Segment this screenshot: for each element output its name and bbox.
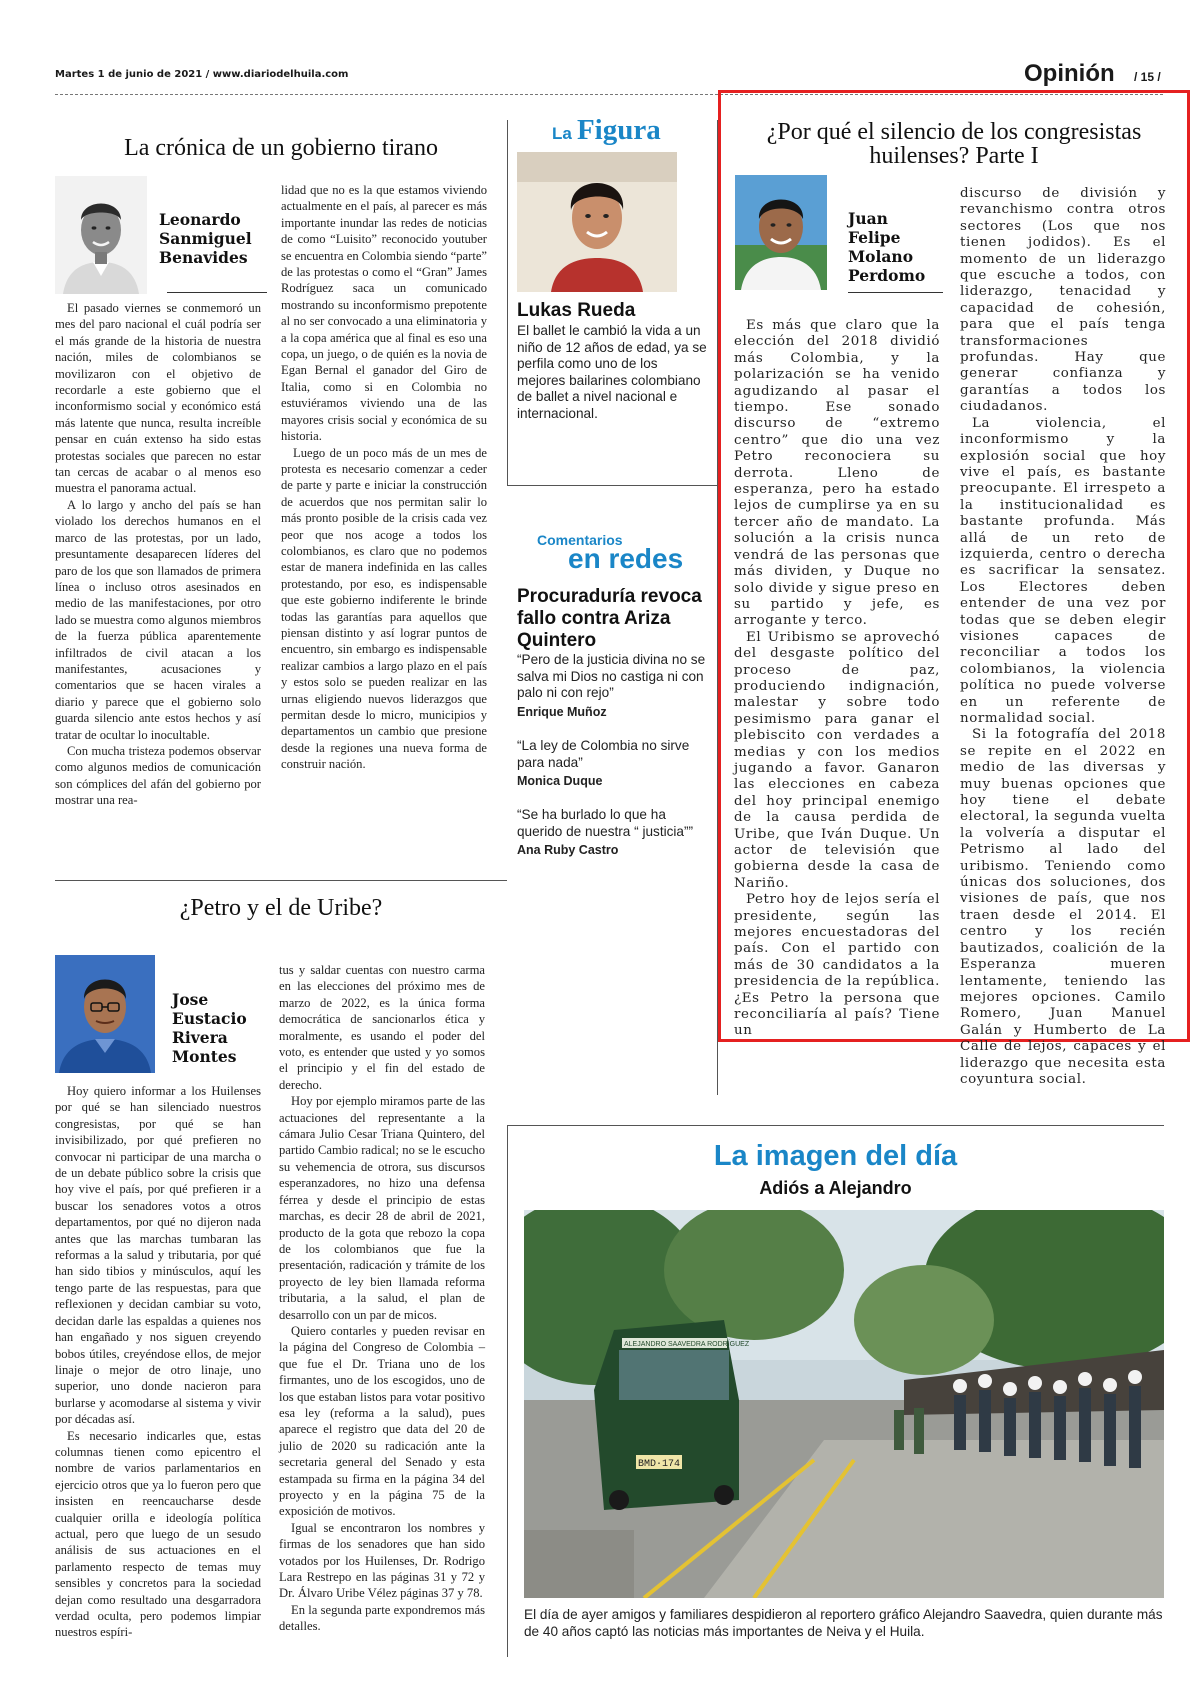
paragraph: Luego de un poco más de un mes de protesta es necesario comenzar a ceder de parte y parte e iniciar la construcción de acuerdos que nos permitan salir lo más pronto posible de la crisis cada vez peor que nos acoge a todos los colombianos, es claro que no podemos estar de manera indefinida en las calles protestando, por eso, es indispensable que este gobierno indiferente le brinde todas las garantías para aquellos que piensan distinto y así lograr puntos de encuentro, sin embargo es indispensable realizar cambios a largo plazo en el país y estos solo se pueden realizar en las urnas eligiendo nuevos liderazgos que permitan desde lo micro, municipios y departamentos un cambio que presione desde la regiones una nueva forma de construir nación. xyxy=(281,445,487,772)
redes-heading-small: Comentarios xyxy=(537,532,623,548)
comment-author: Ana Ruby Castro xyxy=(517,843,619,857)
redes-heading-big: en redes xyxy=(568,543,684,574)
article3-column-2 xyxy=(960,186,1166,1088)
section-title: Opinión xyxy=(1024,60,1115,87)
comment-author: Monica Duque xyxy=(517,774,603,788)
figura-heading xyxy=(552,114,661,147)
paragraph: Es más que claro que la elección del 2018 dividió más Colombia, y la polarización se ha venido agudizando al pasar el tiempo. Ese sonado discurso de “extremo centro” que dio una vez Petro reconociera su derrota. Lleno de esperanza, pero ha estado lejos de cumplirse ya en su tercer año de mandato. La solución a la crisis nunca vendrá de las personas que más dividen, y Duque no solo divide y sigue preso en su partido y jefe, es arrogante y terco. xyxy=(734,318,940,629)
article2-column-2 xyxy=(279,962,485,1635)
article2-column-1 xyxy=(55,1083,261,1641)
paragraph: Igual se encontraron los nombres y firmas de los senadores que han sido votados por los Huilenses, Dr. Rodrigo Lara Restrepo en las páginas 31 y 72 y Dr. Álvaro Uribe Vélez páginas 37 y 78. xyxy=(279,1520,485,1601)
author-underline xyxy=(167,292,267,293)
paragraph: discurso de división y revanchismo contra otros sectores (Los que nos tienen jodidos). Es el momento de un liderazgo que escuche a todos, con liderazgo, tenacidad y capacidad de cohesión, para que el país tenga transformaciones profundas. Hay que generar confianza y garantías a todos los ciudadanos. xyxy=(960,186,1166,415)
header-date-site: Martes 1 de junio de 2021 / www.diariodelhuila.com xyxy=(55,69,349,80)
paragraph: Hoy por ejemplo miramos parte de las actuaciones del representante a la cámara Julio Cesar Triana Quintero, del partido Cambio radical; no se le escucho su vehemencia de otrora, sus discursos esperanzadores, no hizo una defensa férrea y desde el principio de estas marchas, es decir 28 de abril de 2021, producto de la gota que rebozo la copa de los colombianos que fue la presentación, radicación y trámite de los proyecto de ley bien llamada reforma tributaria, a la salud, el plan de desarrollo con un par de micos. xyxy=(279,1094,485,1322)
figura-photo xyxy=(517,152,677,292)
paragraph: tus y saldar cuentas con nuestro carma en las elecciones del próximo mes de marzo de 2022, es la única forma democrática de sancionarlos ética y moralmente, es usando el poder del voto, es entender que usted y yo somos el principio y el fin del estado de derecho. xyxy=(279,963,485,1092)
section-divider xyxy=(55,880,507,881)
article1-column-2 xyxy=(281,182,487,773)
van-plate-text: BMD·174 xyxy=(638,1459,681,1470)
paragraph: El Uribismo se aprovechó del desgaste político del proceso de paz, produciendo indignación, malestar y sobre todo pesimismo para ganar el plebiscito con verdades a medias y con los medios jugando a favor. Ganaron las elecciones en cabeza del hoy principal enemigo de la causa perdida de Uribe, que Iván Duque. Un actor de televisión que gobierna desde la casa de Nariño. xyxy=(734,629,940,891)
paragraph: Petro hoy de lejos sería el presidente, según las mejores encuestadoras del país. Con el partido con más de 30 candidatos a la presidencia de la república. ¿Es Petro la persona que reconciliaría al país? Tiene un xyxy=(734,892,940,1039)
comment-quote: “La ley de Colombia no sirve para nada” xyxy=(517,738,690,770)
figura-name: Lukas Rueda xyxy=(517,300,636,321)
comment-quote: “Se ha burlado lo que ha querido de nuestra “ justicia”” xyxy=(517,807,694,839)
imagen-caption: El día de ayer amigos y familiares despidieron al reportero gráfico Alejandro Saavedra, quien durante más de 40 años captó las noticias más importantes de Neiva y el Huila. xyxy=(524,1607,1163,1639)
column-divider xyxy=(507,120,508,485)
paragraph: La violencia, el inconformismo y la explosión social que hoy vive el país, es bastante preocupante. El irrespeto a la institucionalidad es bastante profunda. Más allá de un reto de izquierda, centro o derecha es sacrificar la sensatez. Los Electores deben entender de una vez por todas que se deben elegir visiones capaces de reconciliar a todos los colombianos, la violencia política no puede volverse en un referente de normalidad social. xyxy=(960,415,1166,726)
imagen-subtitle: Adiós a Alejandro xyxy=(759,1178,912,1198)
paragraph: Es necesario indicarles que, estas columnas tienen como epicentro el nombre de varios parlamentarios en ejercicio otros que ya lo fueron pero que insisten en reencaucharse desde cualquier orilla e ideología política actual, pero que luego de un sesudo análisis de sus actuaciones en el parlamento respecto de temas muy sensibles y concretos para la sociedad dejan como resultado una desgarradora verdad oculta, pero podemos limpiar nuestros espíri- xyxy=(55,1428,261,1640)
article1-title: La crónica de un gobierno tirano xyxy=(124,135,438,161)
paragraph: Hoy quiero informar a los Huilenses por qué se han silenciado nuestros congresistas, por qué se han invisibilizado, por qué prefieren no convocar ni participar de una marcha o de un debate público sobre la crisis que hoy vive el país, por qué prefieren ir a buscar los senadores votos a otros departamentos, por qué no dijeron nada antes que las marchas tumbaran las reformas a la salud y tributaria, por qué han sido tibios y minúsculos, aquí les tengo parte de las respuestas, para que reflexionen y decidan cambiar su voto, decidan darle las espaldas a quienes nos han engañado y nos siguen creyendo bobos útiles, creyéndose ellos, de mejor linaje o mejor de otro linaje, uno superior, uno donde nacieron para burlarse y acomodarse al sistema y vivir por décadas así. xyxy=(55,1084,261,1427)
article3-title-line: ¿Por qué el silencio de los congresistas xyxy=(766,119,1142,145)
author-photo-jose xyxy=(55,955,155,1073)
redes-comment xyxy=(517,652,712,719)
page-number: / 15 / xyxy=(1134,70,1161,84)
imagen-photo xyxy=(524,1210,1164,1598)
article1-column-1 xyxy=(55,300,261,809)
section-divider xyxy=(507,485,717,486)
paragraph: Quiero contarles y pueden revisar en la página del Congreso de Colombia – que fue el Dr. Triana uno de los firmantes, uno de los escogidos, uno de los que estaban listos para votar positivo esa ley (reforma a la salud), pues aparece el registro que data del 20 de julio de 2020 su radicación ante la secretaria general del Senado y esta estampada su firma en la página 34 del proyecto y en la página 75 de la exposición de motivos. xyxy=(279,1323,485,1519)
redes-headline: Procuraduría revoca fallo contra Ariza Quintero xyxy=(517,586,702,651)
article3-column-1 xyxy=(734,318,940,1040)
paragraph: En la segunda parte expondremos más detalles. xyxy=(279,1602,485,1634)
paragraph: Con mucha tristeza podemos observar como algunos medios de comunicación son cómplices del afán del gobierno por mostrar una rea- xyxy=(55,743,261,808)
redes-comment xyxy=(517,738,712,788)
van-banner-text: ALEJANDRO SAAVEDRA RODRÍGUEZ xyxy=(624,1341,750,1348)
article3-title xyxy=(725,120,1183,168)
figura-heading-word: Figura xyxy=(576,114,661,146)
redes-comment xyxy=(517,807,712,857)
imagen-title: La imagen del día xyxy=(713,1140,958,1172)
figura-text: El ballet le cambió la vida a un niño de 12 años de edad, ya se perfila como uno de los mejores bailarines colombiano de ballet a nivel nacional e internacional. xyxy=(517,323,707,421)
paragraph: lidad que no es la que estamos viviendo actualmente en el país, al parecer es más importante inundar las redes de noticias de como “Luisito” reconocido youtuber se encuentra en Colombia siendo “parte” de las protestas o como el “Gran” James Rodríguez saca un comunicado mostrando su inconformismo prepotente al no ser convocado a una eliminatoria y a la copa américa que al final es eso una copa, un juego, o de quién es la novia de Egan Bernal el ganador del Giro de Italia, como si en Colombia no estuviéramos viviendo una de las mayores crisis social y económica de su historia. xyxy=(281,183,487,444)
article3-title-line: huilenses? Parte I xyxy=(869,143,1039,169)
author-photo-juan xyxy=(735,175,827,290)
comment-author: Enrique Muñoz xyxy=(517,704,607,719)
paragraph: A lo largo y ancho del país se han violado los derechos humanos en el marco de las protestas, por un lado, presuntamente desaparecen líderes del paro de los que son llamados de primera línea o incluso otros asesinados en medio de las manifestaciones, por otro lado se muestra como algunos miembros de la fuerza pública aparentemente infiltrados de civil atacan a los manifestantes, acusaciones y comentarios que se hacen virales a diario y parece que el gobierno solo guarda silencio ante estos hechos y así tratar de ocultar lo inocultable. xyxy=(55,497,261,742)
paragraph: Si la fotografía del 2018 se repite en el 2022 en medio de las diversas y muy buenas opciones que hoy tiene el debate electoral, la segunda vuelta la volvería a disputar el Petrismo al lado del uribismo. Teniendo como únicas dos soluciones, dos visiones de país, que nos traen desde el 2014. El centro y los recién bautizados, coalición de la Esperanza mueren lentamente, teniendo las mejores opciones. Camilo Romero, Juan Manuel Galán y Humberto de La Calle de lejos, capaces y el liderazgo que necesita esta coyuntura social. xyxy=(960,727,1166,1087)
author-underline xyxy=(848,292,943,293)
article2-author: Jose Eustacio Rivera Montes xyxy=(172,990,247,1066)
author-photo-leonardo xyxy=(55,176,147,294)
article1-author: Leonardo Sanmiguel Benavides xyxy=(159,210,252,267)
article2-title: ¿Petro y el de Uribe? xyxy=(179,895,383,921)
comment-quote: “Pero de la justicia divina no se salva mi Dios no castiga ni con palo ni con rejo” xyxy=(517,652,706,700)
article3-author: Juan Felipe Molano Perdomo xyxy=(848,209,926,285)
column-divider xyxy=(507,1125,508,1657)
figura-heading-prefix: La xyxy=(552,124,572,143)
section-divider xyxy=(507,1125,1164,1126)
paragraph: El pasado viernes se conmemoró un mes del paro nacional el cuál podría ser el más grande de la historia de nuestra nación, miles de colombianos se movilizaron con el objetivo de recordarle a este gobierno que el inconformismo social y económico está más latente que nunca, resulta increíble pensar en cuán extenso ha sido estas protestas sociales que parecen no estar tan cercas de acabar o al menos eso muestra el panorama actual. xyxy=(55,301,261,496)
